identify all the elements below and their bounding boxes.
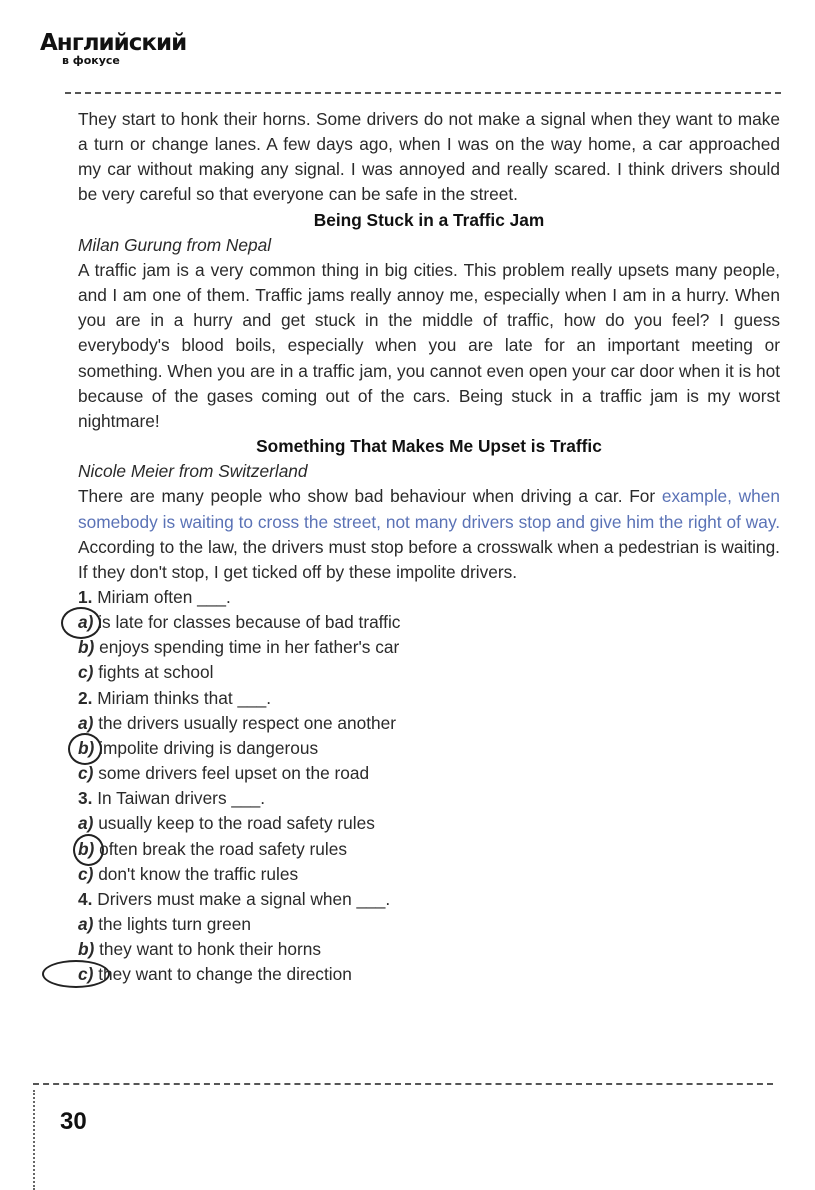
question-text: Drivers must make a signal when ___.	[97, 888, 391, 909]
question-number: 1.	[78, 586, 93, 607]
answer-option	[78, 736, 780, 761]
question-text: Miriam often ___.	[97, 586, 231, 607]
answer-option	[78, 610, 780, 635]
page-number: 30	[60, 1108, 87, 1135]
option-text: some drivers feel upset on the road	[98, 763, 370, 784]
question-text: In Taiwan drivers ___.	[97, 788, 266, 809]
answer-option	[78, 711, 780, 736]
section-author-nicole: Nicole Meier from Switzerland	[78, 461, 308, 482]
bottom-divider	[33, 1083, 773, 1085]
answer-option	[78, 862, 780, 887]
answer-option	[78, 761, 780, 786]
option-text: the lights turn green	[98, 914, 251, 934]
page-text	[78, 107, 780, 987]
option-text: they want to change the direction	[98, 964, 352, 985]
body-part-1: There are many people who show bad behaviour when driving a car. For	[78, 486, 662, 507]
option-letter: b)	[78, 737, 95, 758]
option-text: don't know the traffic rules	[98, 863, 299, 884]
option-letter: c)	[78, 863, 94, 884]
logo-subtitle: в фокусе	[62, 54, 120, 67]
question-block	[78, 585, 780, 988]
question-stem	[78, 686, 780, 711]
body-part-highlighted: example, when somebody is waiting to cross the street, not many drivers stop and give him the right of way.	[78, 486, 780, 532]
section-heading-upset-traffic: Something That Makes Me Upset is Traffic	[256, 436, 602, 457]
option-letter: b)	[78, 637, 95, 658]
answer-option	[78, 937, 780, 962]
margin-dotted-line	[33, 1090, 35, 1190]
option-text: the drivers usually respect one another	[98, 712, 396, 733]
section-body-traffic-jam: A traffic jam is a very common thing in big cities. This problem really upsets many people, and I am one of them. Traffic jams really annoy me, especially when I am in a hurry. When you are in a hurry and get stuck in the middle of traffic, how do you feel? I guess everybody's blood boils, especially when you are late for an important meeting or something. When you are in a traffic jam, you cannot even open your car door when it is hot because of the gases coming out of the cars. Being stuck in a traffic jam is my worst nightmare!	[78, 259, 780, 431]
option-letter: a)	[78, 712, 94, 733]
question-number: 2.	[78, 687, 93, 708]
logo-title: Английский	[40, 30, 187, 56]
answer-option	[78, 635, 780, 660]
question-stem	[78, 887, 780, 912]
section-author-milan: Milan Gurung from Nepal	[78, 234, 272, 255]
option-text: fights at school	[98, 662, 214, 683]
answer-option	[78, 811, 780, 836]
option-text: impolite driving is dangerous	[99, 737, 319, 758]
option-letter: c)	[78, 964, 94, 985]
option-letter: c)	[78, 763, 94, 784]
top-divider	[65, 92, 781, 94]
option-letter: c)	[78, 662, 94, 683]
question-number: 3.	[78, 788, 93, 809]
option-letter: a)	[78, 813, 94, 834]
option-letter: b)	[78, 939, 95, 960]
answer-option	[78, 837, 780, 862]
question-text: Miriam thinks that ___.	[97, 687, 272, 708]
option-letter: b)	[78, 838, 95, 859]
option-text: enjoys spending time in her father's car	[99, 637, 400, 658]
section-heading-traffic-jam: Being Stuck in a Traffic Jam	[313, 209, 545, 230]
section-body-upset-traffic	[78, 484, 780, 585]
textbook-logo	[40, 30, 186, 67]
question-stem	[78, 585, 780, 610]
body-part-2: According to the law, the drivers must stop before a crosswalk when a pedestrian is waiting. If they don't stop, I get ticked off by these impolite drivers.	[78, 536, 780, 582]
option-text: is late for classes because of bad traffic	[98, 612, 401, 633]
option-letter: a)	[78, 612, 94, 633]
question-stem	[78, 786, 780, 811]
option-letter: a)	[78, 914, 94, 934]
question-number: 4.	[78, 888, 93, 909]
option-text: usually keep to the road safety rules	[98, 813, 375, 834]
option-text: they want to honk their horns	[99, 939, 322, 960]
intro-paragraph: They start to honk their horns. Some drivers do not make a signal when they want to make a turn or change lanes. A few days ago, when I was on the way home, a car approached my car without making any signal. I was annoyed and really scared. I think drivers should be very careful so that everyone can be safe in the street.	[78, 109, 780, 205]
answer-option	[78, 912, 780, 937]
answer-option	[78, 962, 780, 987]
answer-option	[78, 660, 780, 685]
option-text: often break the road safety rules	[99, 838, 347, 859]
